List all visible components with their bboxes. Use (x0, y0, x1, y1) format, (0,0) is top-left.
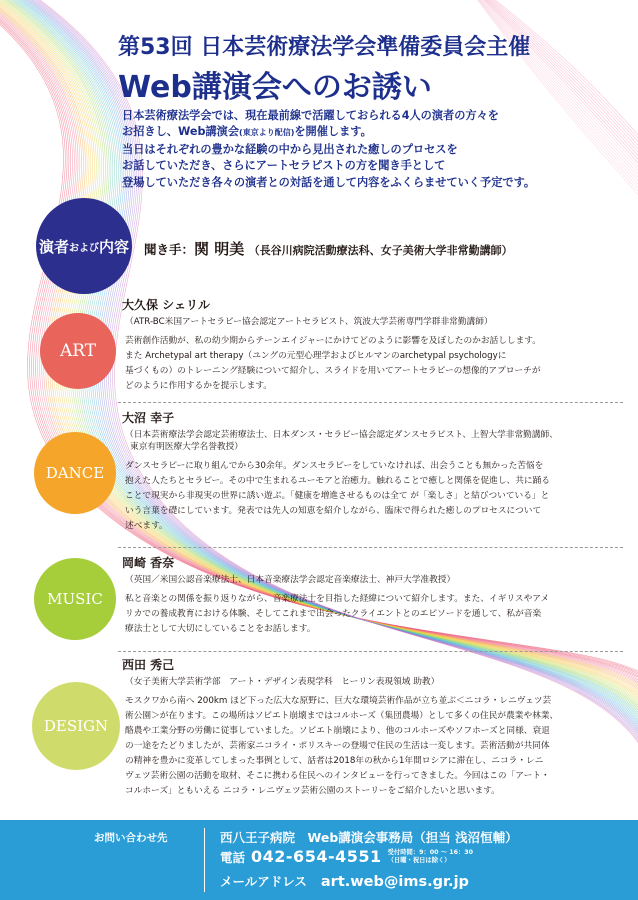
email-address[interactable]: art.web@ims.gr.jp (320, 874, 469, 890)
phone-number[interactable]: 042-654-4551 (251, 847, 382, 866)
speaker-description: モスクワから南へ 200km ほど下った広大な原野に、巨大な環境芸術作品が立ち並ぶ＜ニコラ・レニヴェツ芸 術公園＞が在ります。この場所はソビエト崩壊まではコルホーズ（集団農場）として多くの住民が農業や林業、 酪農や工業分野の労働に従事していました。ソビエト崩壊により、他のコルホーズやソフホーズと同様、衰退 の一途をたどりましたが、芸術家ニコライ・ポリスキーの登場で住民の生活は一変します。芸術活動が共同体 の精神を豊かに変革してしまった事例として、話者は2018年の秋から1年間ロシアに滞在し、ニコラ・レニ ヴェツ芸術公園の活動を取材、そこに携わる住民へのインタビューを行ってきました。今回はこの「アート・ コルホーズ」ともいえる ニコラ・レニヴェツ芸術公園のストーリーをご紹介したいと思います。 (125, 696, 559, 796)
speaker-name: 岡崎 香奈 (122, 556, 175, 570)
intro-line: 登場していただき各々の演者との対話を通して内容をふくらませていく予定です。 (122, 175, 536, 189)
email-line (220, 872, 469, 890)
dance-category-badge: DANCE (34, 432, 116, 514)
speaker-affiliation: （日本芸術療法学会認定芸術療法士、日本ダンス・セラピー協会認定ダンスセラピスト、上智大学非常勤講師、 東京有明医療大学名誉教授） (125, 430, 558, 452)
footer-separator (204, 828, 205, 892)
contact-footer (0, 820, 638, 900)
speaker-name: 大久保 シェリル (122, 298, 210, 312)
speaker-description: 芸術創作活動が、私の幼少期からテーンエイジャーにかけてどのように影響を及ぼしたのかお話しします。 また Archetypal art therapy（ユングの元型心理学およびヒルマンのarchetypal psychologyに 基づくもの）のトレーニング経験について紹介し、スライドを用いてアートセラピーの想像的アプローチが どのように作用するかを提示します。 (125, 336, 541, 391)
speaker-affiliation: （ATR-BC米国アートセラピー協会認定アートセラピスト、筑波大学芸術専門学群非常勤講師） (125, 317, 493, 327)
speaker-affiliation: （女子美術大学芸術学部 アート・デザイン表現学科 ヒーリン表現領域 助教） (125, 677, 440, 687)
intro-line: 当日はそれぞれの豊かな経験の中から見出された癒しのプロセスを (122, 142, 458, 156)
interviewer-line (144, 238, 513, 259)
intro-line: 日本芸術療法学会では、現在最前線で活躍しておられる4人の演者の方々を (122, 109, 499, 122)
speaker-description: 私と音楽との関係を振り返りながら、音楽療法士を目指した経緯について紹介します。また、イギリスやアメ リカでの養成教育における体験、そしてこれまで出会ったクライエントとのエピソードを通して、私が音楽 療法士として大切にしていることをお話します。 (125, 594, 550, 634)
speakers-and-content-badge: 演者 および 内容 (36, 198, 132, 294)
speaker-block-dance (122, 409, 622, 534)
speaker-affiliation: （英国／米国公認音楽療法士、日本音楽療法学会認定音楽療法士、神戸大学准教授） (125, 575, 456, 585)
interviewer-affiliation: （長谷川病院活動療法科、女子美術大学非常勤講師） (248, 244, 513, 257)
interviewer-label: 聞き手： (144, 242, 195, 257)
office-name: 西八王子病院 Web講演会事務局（担当 浅沼恒輔） (220, 830, 518, 845)
phone-label: 電話 (220, 849, 246, 865)
speaker-name: 西田 秀己 (122, 658, 175, 672)
speaker-description: ダンスセラピーに取り組んでから30余年。ダンスセラピーをしていなければ、出会うことも無かった苦悩を 抱えた人たちとセラピー。その中で生まれるユーモアと治癒力。触れることで癒しと関係を促進し、共に踊る ことで現実から非現実の世界に誘い遊ぶ。「健康を増進させるものは全て が「楽しさ」と結びついている」と いう言葉を礎にしています。発表では先人の知恵を紹介しながら、臨床で得られた癒しのプロセスについて 述べます。 (125, 461, 550, 531)
speaker-block-art (122, 296, 622, 394)
section-divider (118, 651, 623, 652)
music-category-badge: MUSIC (34, 558, 116, 640)
section-divider (118, 547, 623, 548)
interviewer-name: 関 明美 (194, 240, 245, 258)
phone-line (220, 847, 473, 866)
intro-line: お招きし、Web講演会(東京より配信)を開催します。 (122, 125, 372, 139)
speaker-name: 大沼 幸子 (122, 411, 175, 425)
email-label: メールアドレス (220, 874, 307, 889)
speaker-block-design (122, 656, 622, 799)
section-divider (118, 402, 623, 403)
design-category-badge: DESIGN (32, 682, 120, 770)
art-category-badge: ART (40, 313, 116, 389)
reception-hours: 受付時間：9：00 ～ 16：30 （日曜・祝日は除く） (387, 848, 474, 864)
contact-label: お問い合わせ先 (94, 832, 168, 844)
intro-line: お話していただき、さらにアートセラピストの方を聞き手として (122, 159, 446, 173)
speaker-block-music (122, 554, 622, 637)
event-title-line1: 第53回 日本芸術療法学会準備委員会主催 (118, 35, 531, 60)
intro-text (122, 108, 622, 191)
event-title-line2: Web講演会へのお誘い (118, 70, 432, 105)
